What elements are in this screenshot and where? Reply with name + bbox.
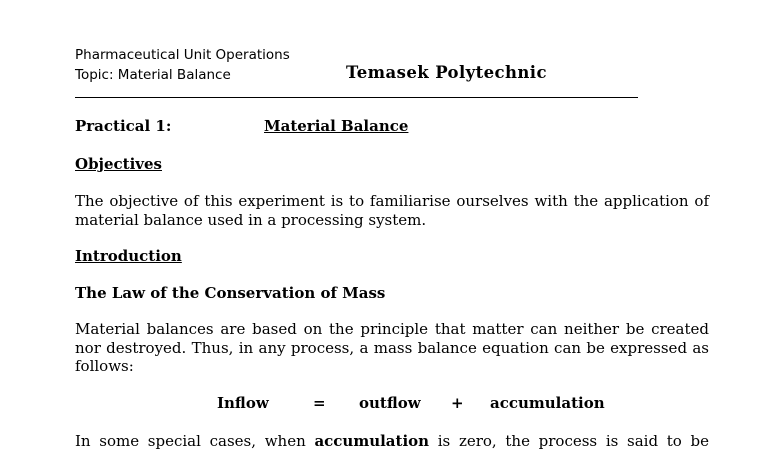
equation-accumulation: accumulation xyxy=(490,394,605,412)
partial-start: In some special cases, when xyxy=(75,432,315,450)
partial-end: is zero, the process is said to be xyxy=(429,432,709,450)
practical-title: Material Balance xyxy=(264,117,409,135)
practical-label: Practical 1: xyxy=(75,117,172,135)
objectives-paragraph: The objective of this experiment is to familiarise ourselves with the application of material balance used in a processing system. xyxy=(75,192,709,229)
equation-plus: + xyxy=(451,394,464,412)
objectives-heading: Objectives xyxy=(75,155,162,173)
institution-name: Temasek Polytechnic xyxy=(346,63,547,82)
introduction-heading: Introduction xyxy=(75,247,182,265)
topic-line: Topic: Material Balance xyxy=(75,67,231,83)
header-divider xyxy=(75,97,638,98)
partial-paragraph xyxy=(75,432,709,451)
running-header xyxy=(75,45,290,85)
equation-equals: = xyxy=(313,394,326,412)
equation-outflow: outflow xyxy=(359,394,421,412)
partial-bold-term: accumulation xyxy=(314,432,430,450)
introduction-paragraph: Material balances are based on the principle that matter can neither be created nor destroyed. Thus, in any process, a mass balance equation can be expressed as follows: xyxy=(75,320,709,375)
course-name: Pharmaceutical Unit Operations xyxy=(75,47,290,63)
conservation-of-mass-heading: The Law of the Conservation of Mass xyxy=(75,284,386,302)
equation-inflow: Inflow xyxy=(217,394,269,412)
